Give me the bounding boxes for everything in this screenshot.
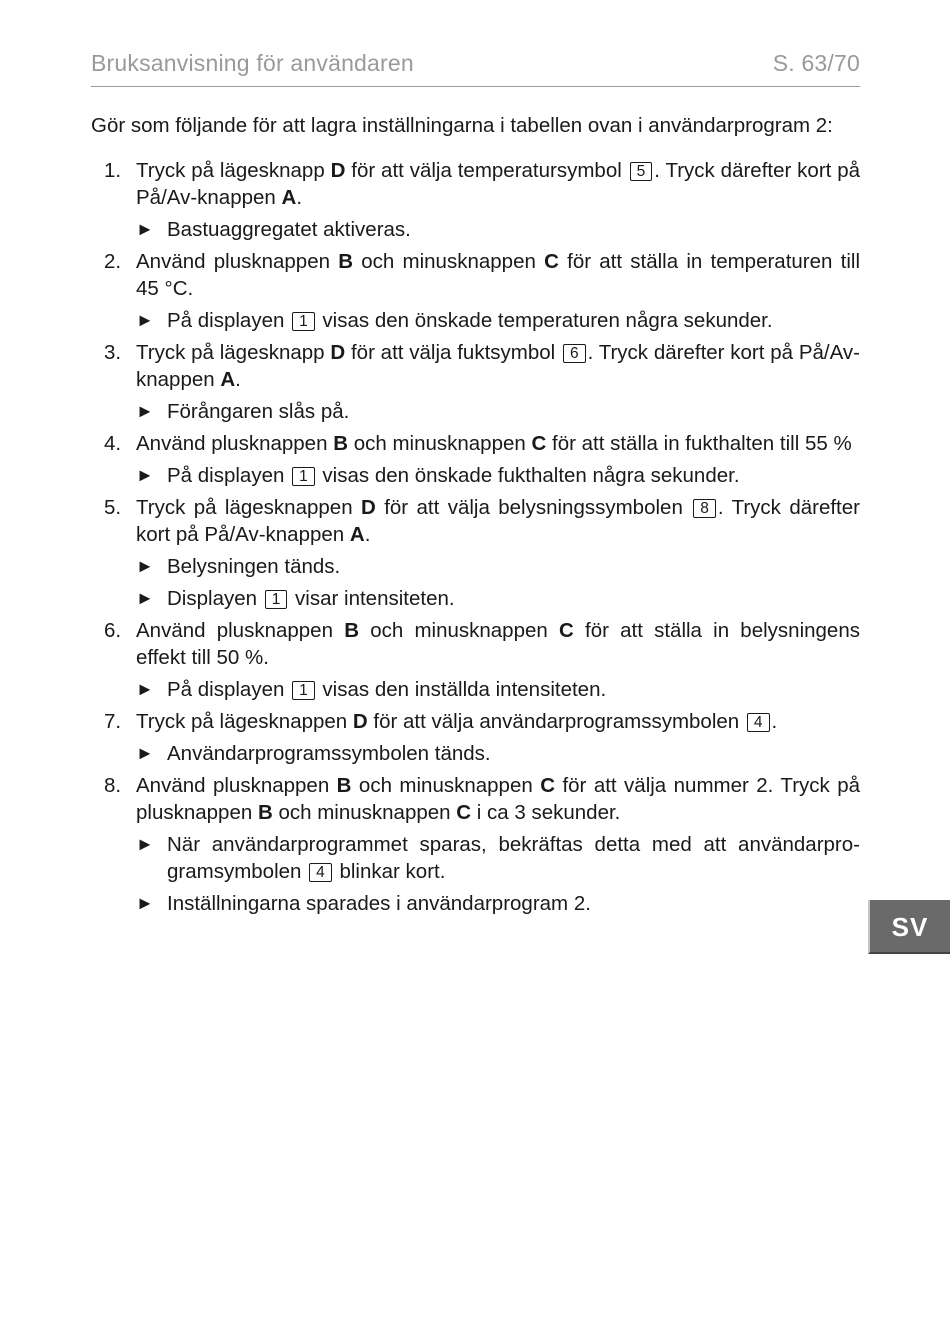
symbol-reference-box: 8 bbox=[693, 499, 716, 518]
step-number: 7. bbox=[104, 710, 122, 733]
step-number: 3. bbox=[104, 341, 122, 364]
result-arrow-icon: ► bbox=[136, 834, 154, 854]
step-item bbox=[91, 617, 860, 703]
result-arrow-icon: ► bbox=[136, 219, 154, 239]
step-result bbox=[136, 585, 860, 612]
step-text: Använd plusknappen B och minusknappen C för att ställa in belysningens effekt till 50 %. bbox=[136, 619, 860, 669]
button-letter: C bbox=[531, 432, 547, 455]
step-text: Tryck på lägesknappen D för att välja belysningssymbolen 8 . Tryck därefter kort på På/Av-knappen A. bbox=[136, 496, 860, 546]
page-header bbox=[91, 50, 860, 87]
button-letter: D bbox=[352, 710, 368, 733]
step-result bbox=[136, 398, 860, 425]
step-item bbox=[91, 708, 860, 767]
button-letter: C bbox=[456, 801, 472, 824]
step-text: Tryck på lägesknappen D för att välja användarprogramssymbolen 4 . bbox=[136, 710, 778, 733]
result-arrow-icon: ► bbox=[136, 679, 154, 699]
result-arrow-icon: ► bbox=[136, 743, 154, 763]
language-tab-label: SV bbox=[891, 912, 929, 942]
step-result bbox=[136, 216, 860, 243]
step-text: Tryck på lägesknapp D för att välja fuktsymbol 6 . Tryck därefter kort på På/Av-knappen A. bbox=[136, 341, 860, 391]
step-text: Använd plusknappen B och minusknappen C för att välja nummer 2. Tryck på plusknappen B och minusknappen C i ca 3 sekunder. bbox=[136, 774, 861, 824]
result-arrow-icon: ► bbox=[136, 556, 154, 576]
button-letter: B bbox=[344, 619, 359, 642]
document-title: Bruksanvisning för användaren bbox=[91, 50, 414, 76]
step-result bbox=[136, 307, 860, 334]
result-text: Användarprogramssymbolen tänds. bbox=[167, 742, 491, 765]
button-letter: C bbox=[558, 619, 574, 642]
button-letter: A bbox=[349, 523, 365, 546]
result-arrow-icon: ► bbox=[136, 588, 154, 608]
step-item bbox=[91, 430, 860, 489]
symbol-reference-box: 1 bbox=[292, 681, 315, 700]
result-text: När användarprogrammet sparas, bekräftas detta med att användarpro-gramsymbolen 4 blinkar kort. bbox=[167, 833, 860, 883]
result-arrow-icon: ► bbox=[136, 893, 154, 913]
step-item bbox=[91, 494, 860, 612]
button-letter: B bbox=[336, 774, 352, 797]
step-result bbox=[136, 462, 860, 489]
button-letter: B bbox=[333, 432, 348, 455]
step-item bbox=[91, 248, 860, 334]
symbol-reference-box: 4 bbox=[747, 713, 770, 732]
symbol-reference-box: 1 bbox=[292, 312, 315, 331]
button-letter: C bbox=[540, 774, 556, 797]
button-letter: B bbox=[257, 801, 273, 824]
step-number: 6. bbox=[104, 619, 122, 642]
button-letter: B bbox=[338, 250, 354, 273]
button-letter: D bbox=[330, 159, 346, 182]
step-text: Använd plusknappen B och minusknappen C för att ställa in fukthalten till 55 % bbox=[136, 432, 852, 455]
step-result bbox=[136, 831, 860, 885]
symbol-reference-box: 5 bbox=[630, 162, 653, 181]
step-number: 1. bbox=[104, 159, 122, 182]
step-item bbox=[91, 339, 860, 425]
result-arrow-icon: ► bbox=[136, 310, 154, 330]
step-text: Använd plusknappen B och minusknappen C för att ställa in temperaturen till 45 °C. bbox=[136, 250, 861, 300]
button-letter: D bbox=[330, 341, 346, 364]
symbol-reference-box: 1 bbox=[292, 467, 315, 486]
result-text: Inställningarna sparades i användarprogram 2. bbox=[167, 892, 591, 915]
result-text: På displayen 1 visas den önskade temperaturen några sekunder. bbox=[167, 309, 773, 332]
result-arrow-icon: ► bbox=[136, 401, 154, 421]
symbol-reference-box: 4 bbox=[309, 863, 332, 882]
result-text: Bastuaggregatet aktiveras. bbox=[167, 218, 411, 241]
step-result bbox=[136, 740, 860, 767]
step-number: 5. bbox=[104, 496, 122, 519]
intro-text: Gör som följande för att lagra inställningarna i tabellen ovan i användarprogram 2: bbox=[91, 114, 833, 137]
step-number: 2. bbox=[104, 250, 122, 273]
result-text: På displayen 1 visas den önskade fukthalten några sekunder. bbox=[167, 464, 740, 487]
step-result bbox=[136, 676, 860, 703]
step-item bbox=[91, 157, 860, 243]
symbol-reference-box: 6 bbox=[563, 344, 586, 363]
step-text: Tryck på lägesknapp D för att välja temperatursymbol 5 . Tryck därefter kort på På/Av-knappen A. bbox=[136, 159, 861, 209]
result-arrow-icon: ► bbox=[136, 465, 154, 485]
result-text: Displayen 1 visar intensiteten. bbox=[167, 587, 455, 610]
step-result bbox=[136, 890, 860, 917]
step-result bbox=[136, 553, 860, 580]
symbol-reference-box: 1 bbox=[265, 590, 288, 609]
button-letter: A bbox=[281, 186, 297, 209]
button-letter: A bbox=[220, 368, 236, 391]
instruction-steps bbox=[91, 157, 860, 922]
step-number: 8. bbox=[104, 774, 122, 797]
step-item bbox=[91, 772, 860, 917]
result-text: Förångaren slås på. bbox=[167, 400, 350, 423]
page-number: S. 63/70 bbox=[772, 50, 860, 76]
button-letter: C bbox=[544, 250, 559, 273]
button-letter: D bbox=[360, 496, 376, 519]
result-text: På displayen 1 visas den inställda intensiteten. bbox=[167, 678, 607, 701]
step-number: 4. bbox=[104, 432, 122, 455]
language-tab bbox=[868, 900, 950, 954]
result-text: Belysningen tänds. bbox=[167, 555, 341, 578]
